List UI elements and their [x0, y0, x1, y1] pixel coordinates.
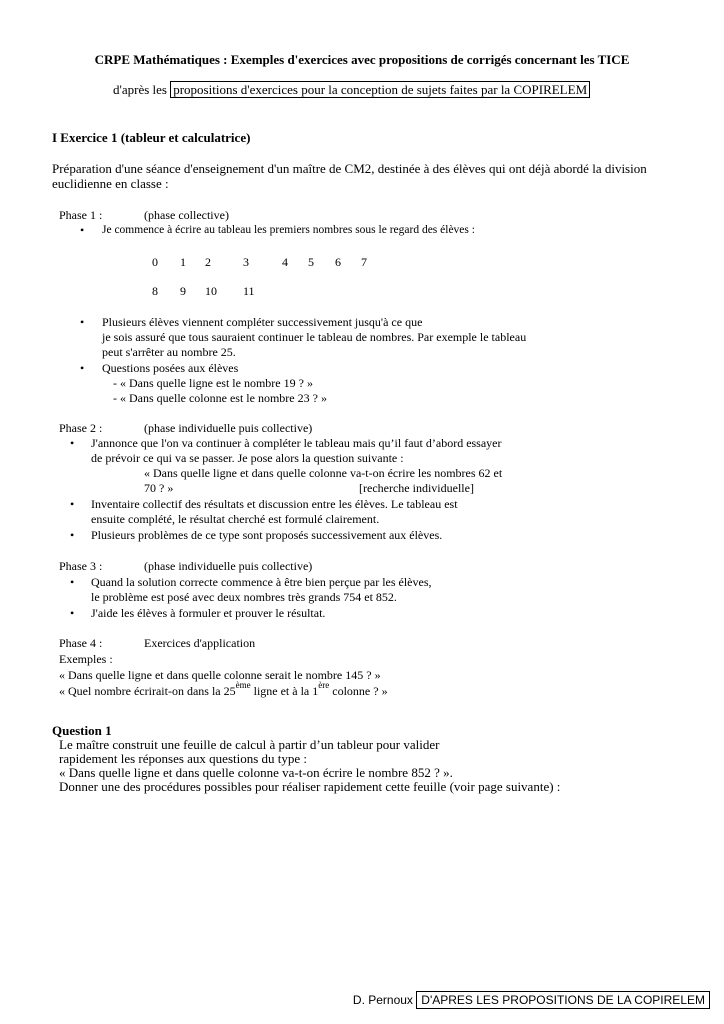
- bullet-icon: •: [70, 436, 75, 450]
- phase1-bullet1: Je commence à écrire au tableau les premiers nombres sous le regard des élèves :: [102, 224, 475, 236]
- number-cell: 4: [282, 255, 288, 269]
- phase1-question1: - « Dans quelle ligne est le nombre 19 ? »: [113, 376, 313, 390]
- page-title: CRPE Mathématiques : Exemples d'exercices avec propositions de corrigés concernant les TICE: [94, 52, 630, 67]
- ex2-part-a: « Quel nombre écrirait-on dans la 25: [59, 684, 236, 698]
- phase1-question2: - « Dans quelle colonne est le nombre 23 ? »: [113, 391, 327, 405]
- subtitle-prefix: d'après les: [113, 82, 167, 97]
- phase4-example1: « Dans quelle ligne et dans quelle colonne serait le nombre 145 ? »: [59, 668, 381, 682]
- question1-line4: Donner une des procédures possibles pour réaliser rapidement cette feuille (voir page suivante) :: [59, 779, 561, 794]
- bullet-icon: •: [80, 223, 85, 237]
- bullet-icon: •: [80, 315, 85, 329]
- bullet-icon: •: [70, 528, 75, 542]
- intro-line-1: Préparation d'une séance d'enseignement d'un maître de CM2, destinée à des élèves qui ont déjà abordé la division: [52, 161, 647, 176]
- question1-title: Question 1: [52, 723, 112, 738]
- phase2-bullet2-line2: ensuite complété, le résultat cherché est formulé clairement.: [91, 512, 380, 526]
- copirelem-link[interactable]: propositions d'exercices pour la conception de sujets faites par la COPIRELEM: [170, 81, 590, 98]
- phase1-bullet2-line1: Plusieurs élèves viennent compléter successivement jusqu'à ce que: [102, 315, 423, 329]
- footer-copirelem-box: D'APRES LES PROPOSITIONS DE LA COPIRELEM: [416, 991, 710, 1009]
- number-cell: 9: [180, 284, 186, 298]
- phase2-bullet3: Plusieurs problèmes de ce type sont proposés successivement aux élèves.: [91, 528, 443, 542]
- question1-line2: rapidement les réponses aux questions du type :: [59, 751, 308, 766]
- ex2-sup-ere: ère: [318, 680, 330, 690]
- ex2-sup-eme: ème: [235, 680, 251, 690]
- phase1-bullet3: Questions posées aux élèves: [102, 361, 239, 375]
- phase3-bullet2: J'aide les élèves à formuler et prouver le résultat.: [91, 606, 326, 620]
- phase2-recherche-label: [recherche individuelle]: [359, 481, 474, 495]
- phase2-bullet2-line1: Inventaire collectif des résultats et discussion entre les élèves. Le tableau est: [91, 497, 458, 511]
- phase3-bullet1-line2: le problème est posé avec deux nombres très grands 754 et 852.: [91, 590, 397, 604]
- number-cell: 10: [205, 284, 217, 298]
- bullet-icon: •: [70, 497, 75, 511]
- subtitle: [113, 82, 590, 97]
- footer: [353, 993, 710, 1008]
- number-cell: 2: [205, 255, 211, 269]
- phase1-bullet2-line2: je sois assuré que tous sauraient continuer le tableau de nombres. Par exemple le tableau: [102, 330, 527, 344]
- ex2-part-c: colonne ? »: [329, 684, 388, 698]
- number-cell: 6: [335, 255, 341, 269]
- number-cell: 8: [152, 284, 158, 298]
- phase4-example2: [59, 680, 388, 700]
- number-cell: 5: [308, 255, 314, 269]
- bullet-icon: •: [70, 606, 75, 620]
- phase3-label: Phase 3 :: [59, 559, 103, 573]
- intro-line-2: euclidienne en classe :: [52, 176, 169, 191]
- phase2-bullet1-line3: « Dans quelle ligne et dans quelle colonne va-t-on écrire les nombres 62 et: [144, 466, 503, 480]
- number-cell: 3: [243, 255, 249, 269]
- phase2-bullet1-line2: de prévoir ce qui va se passer. Je pose alors la question suivante :: [91, 451, 404, 465]
- number-cell: 0: [152, 255, 158, 269]
- bullet-icon: •: [80, 361, 85, 375]
- phase4-desc: Exercices d'application: [144, 636, 256, 650]
- phase1-bullet2-line3: peut s'arrêter au nombre 25.: [102, 345, 236, 359]
- section-title: I Exercice 1 (tableur et calculatrice): [52, 130, 251, 145]
- phase2-label: Phase 2 :: [59, 421, 103, 435]
- question1-line1: Le maître construit une feuille de calcul à partir d’un tableur pour valider: [59, 737, 440, 752]
- phase1-desc: (phase collective): [144, 208, 229, 222]
- footer-author: D. Pernoux: [352, 993, 413, 1007]
- number-cell: 7: [361, 255, 367, 269]
- number-cell: 11: [243, 284, 255, 298]
- ex2-part-b: ligne et à la 1: [250, 684, 319, 698]
- phase2-desc: (phase individuelle puis collective): [144, 421, 313, 435]
- question1-line3: « Dans quelle ligne et dans quelle colonne va-t-on écrire le nombre 852 ? ».: [59, 765, 453, 780]
- number-cell: 1: [180, 255, 186, 269]
- phase2-bullet1-line4: 70 ? »: [144, 481, 174, 495]
- phase3-bullet1-line1: Quand la solution correcte commence à être bien perçue par les élèves,: [91, 575, 432, 589]
- phase3-desc: (phase individuelle puis collective): [144, 559, 313, 573]
- phase1-label: Phase 1 :: [59, 208, 103, 222]
- bullet-icon: •: [70, 575, 75, 589]
- phase4-label: Phase 4 :: [59, 636, 103, 650]
- phase2-bullet1-line1: J'annonce que l'on va continuer à compléter le tableau mais qu’il faut d’abord essayer: [91, 436, 502, 450]
- phase4-examples-label: Exemples :: [59, 652, 113, 666]
